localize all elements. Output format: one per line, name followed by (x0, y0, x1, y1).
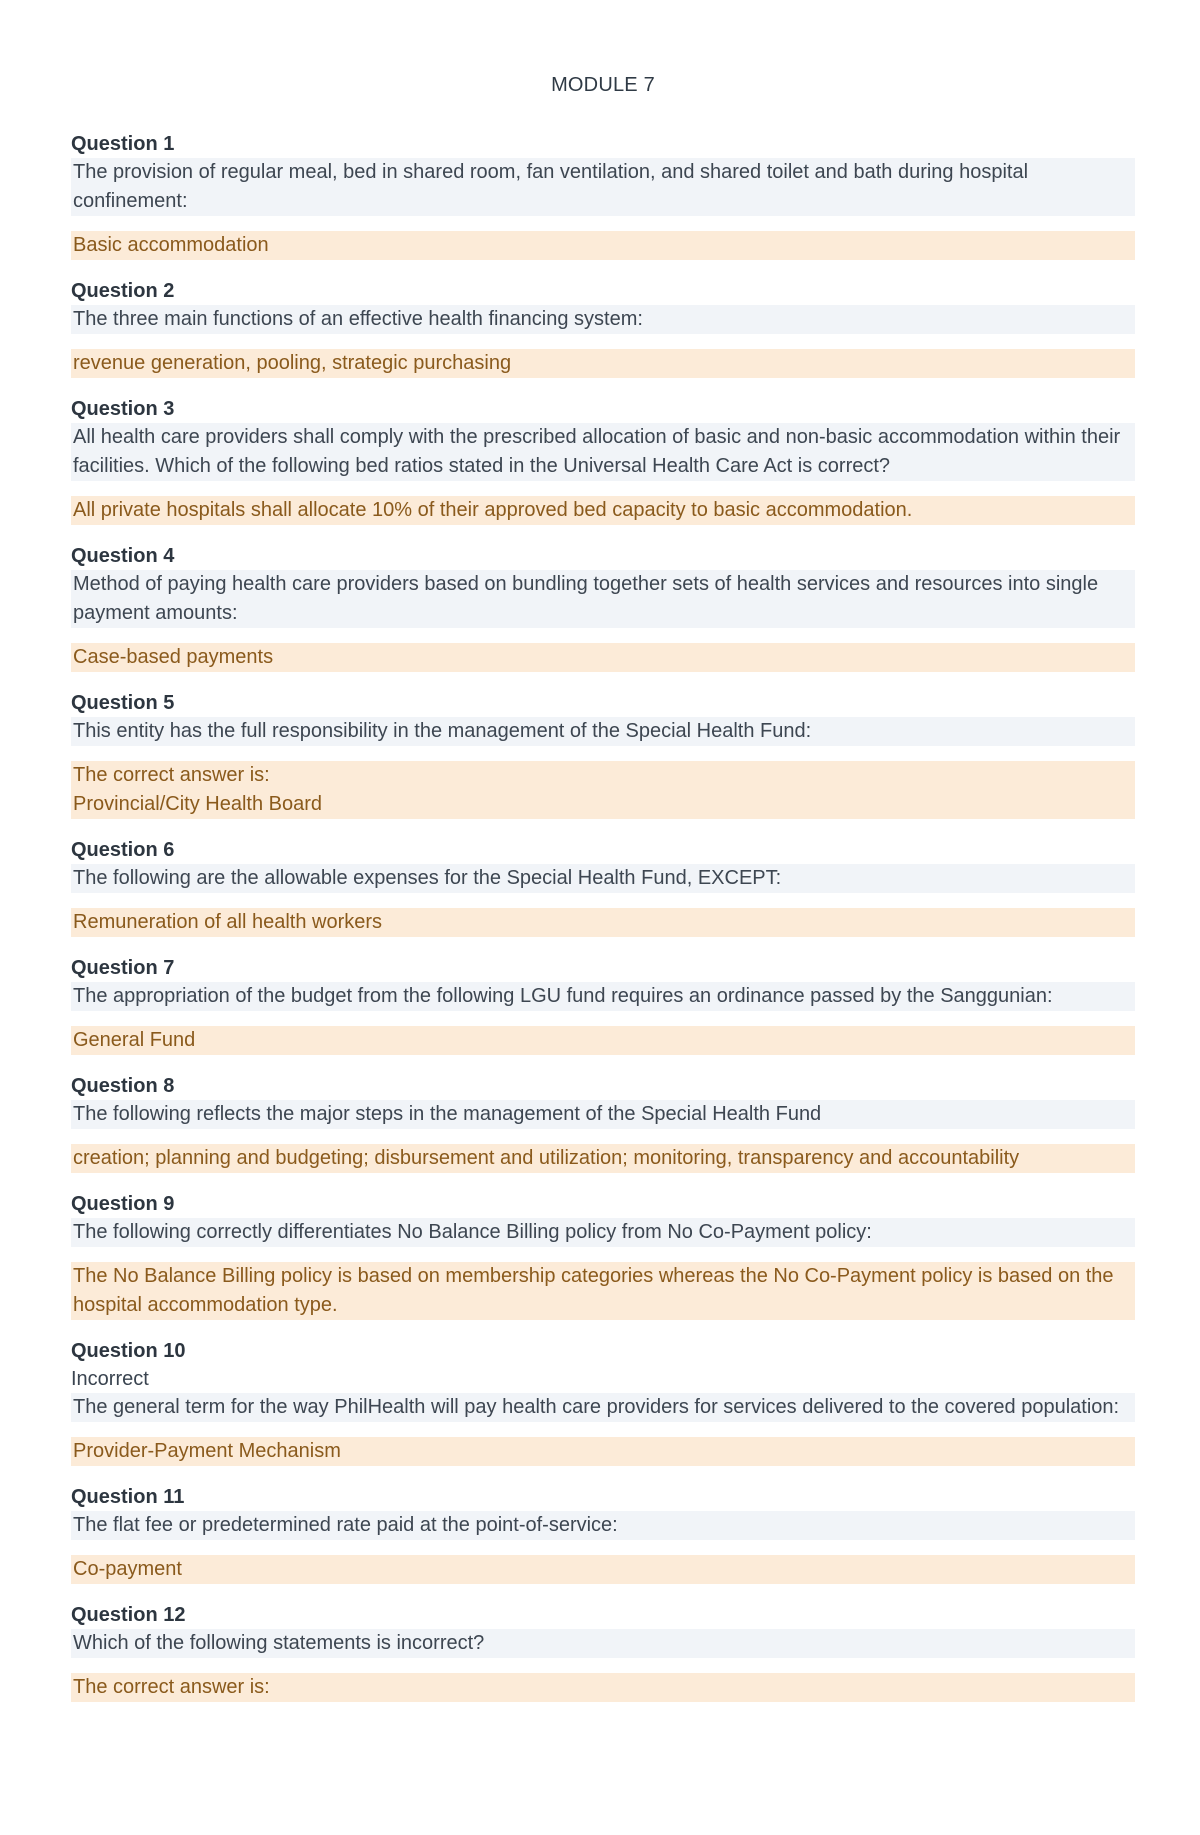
question-text: Method of paying health care providers based on bundling together sets of health services and resources into single payment amounts: (71, 570, 1135, 628)
question-block (71, 1188, 1135, 1320)
question-text: The appropriation of the budget from the following LGU fund requires an ordinance passed by the Sanggunian: (71, 982, 1135, 1011)
question-block (71, 275, 1135, 378)
answer-line: The correct answer is: (73, 764, 270, 786)
answer-line: Provincial/City Health Board (73, 793, 322, 815)
answer-line: Case-based payments (73, 646, 274, 668)
answer-box (71, 908, 1135, 937)
answer-line: revenue generation, pooling, strategic purchasing (73, 352, 512, 374)
question-number: Question 9 (71, 1193, 175, 1215)
question-block (71, 1335, 1135, 1466)
question-number: Question 7 (71, 957, 175, 979)
question-text: All health care providers shall comply with the prescribed allocation of basic and non-basic accommodation within their facilities. Which of the following bed ratios stated in the Universal Health Care Act is correct? (71, 423, 1135, 481)
question-block (71, 952, 1135, 1055)
question-block (71, 1070, 1135, 1173)
question-number: Question 1 (71, 133, 175, 155)
answer-box (71, 496, 1135, 525)
answer-line: Basic accommodation (73, 234, 269, 256)
module-title: MODULE 7 (551, 74, 655, 96)
answer-box (71, 349, 1135, 378)
question-text: The general term for the way PhilHealth will pay health care providers for services delivered to the covered population: (71, 1393, 1135, 1422)
question-block (71, 834, 1135, 937)
answer-box (71, 231, 1135, 260)
answer-box (71, 643, 1135, 672)
question-number: Question 12 (71, 1604, 186, 1626)
question-text: This entity has the full responsibility in the management of the Special Health Fund: (71, 717, 1135, 746)
question-text: The flat fee or predetermined rate paid at the point-of-service: (71, 1511, 1135, 1540)
answer-box (71, 1437, 1135, 1466)
answer-line: General Fund (73, 1029, 196, 1051)
answer-box (71, 1026, 1135, 1055)
question-block (71, 393, 1135, 525)
question-text: The provision of regular meal, bed in shared room, fan ventilation, and shared toilet and bath during hospital confinement: (71, 158, 1135, 216)
answer-box (71, 761, 1135, 819)
question-number: Question 10 (71, 1340, 186, 1362)
question-text: The following are the allowable expenses for the Special Health Fund, EXCEPT: (71, 864, 1135, 893)
question-list (71, 128, 1135, 1702)
document-page (71, 0, 1135, 1717)
answer-box (71, 1262, 1135, 1320)
question-number: Question 2 (71, 280, 175, 302)
question-block (71, 1481, 1135, 1584)
question-block (71, 1599, 1135, 1702)
answer-line: All private hospitals shall allocate 10% of their approved bed capacity to basic accommodation. (73, 499, 913, 521)
answer-line: The No Balance Billing policy is based on membership categories whereas the No Co-Payment policy is based on the hospital accommodation type. (73, 1265, 1114, 1316)
question-block (71, 128, 1135, 260)
question-block (71, 540, 1135, 672)
question-number: Question 4 (71, 545, 175, 567)
question-number: Question 6 (71, 839, 175, 861)
answer-line: Provider-Payment Mechanism (73, 1440, 341, 1462)
answer-line: The correct answer is: (73, 1676, 270, 1698)
question-text: The three main functions of an effective health financing system: (71, 305, 1135, 334)
question-number: Question 11 (71, 1486, 185, 1508)
answer-box (71, 1144, 1135, 1173)
answer-box (71, 1555, 1135, 1584)
answer-line: Remuneration of all health workers (73, 911, 383, 933)
question-block (71, 687, 1135, 819)
answer-box (71, 1673, 1135, 1702)
answer-line: creation; planning and budgeting; disbursement and utilization; monitoring, transparency and accountability (73, 1147, 1020, 1169)
question-number: Question 8 (71, 1075, 175, 1097)
question-text: The following correctly differentiates No Balance Billing policy from No Co-Payment policy: (71, 1218, 1135, 1247)
question-status: Incorrect (71, 1368, 149, 1390)
question-number: Question 5 (71, 692, 175, 714)
question-number: Question 3 (71, 398, 175, 420)
answer-line: Co-payment (73, 1558, 182, 1580)
question-text: The following reflects the major steps in the management of the Special Health Fund (71, 1100, 1135, 1129)
question-text: Which of the following statements is incorrect? (71, 1629, 1135, 1658)
